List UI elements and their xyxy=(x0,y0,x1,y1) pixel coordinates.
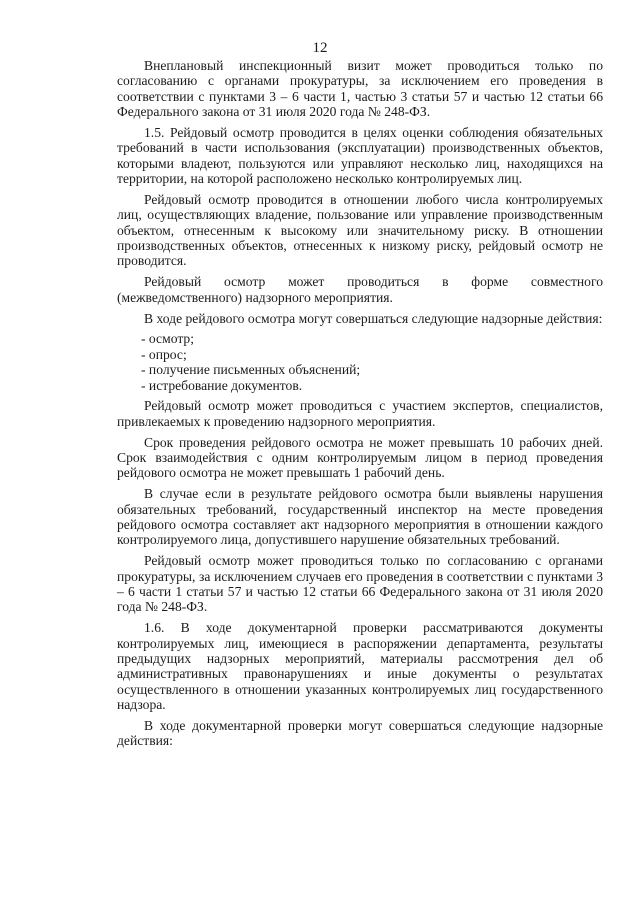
list-item-survey: - опрос; xyxy=(141,346,187,362)
paragraph-joint-inspection: Рейдовый осмотр может проводиться в форме совместного (межведомственного) надзорного мероприятия. xyxy=(117,274,603,305)
paragraph-raid-duration: Срок проведения рейдового осмотра не может превышать 10 рабочих дней. Срок взаимодействия с одним контролируемым лицом в период проведения рейдового осмотра не может превышать 1 рабочий день. xyxy=(117,434,603,481)
document-body xyxy=(117,58,603,754)
paragraph-violations-act: В случае если в результате рейдового осмотра были выявлены нарушения обязательных требований, государственный инспектор на месте проведения рейдового осмотра составляет акт надзорного мероприятия в отношении каждого контролируемого лица, допустившего нарушение обязательных требований. xyxy=(117,486,603,548)
paragraph-experts: Рейдовый осмотр может проводиться с участием экспертов, специалистов, привлекаемых к проведению надзорного мероприятия. xyxy=(117,398,603,429)
list-item-written-explanations: - получение письменных объяснений; xyxy=(141,362,361,378)
paragraph-prosecutor-approval: Рейдовый осмотр может проводиться только по согласованию с органами прокуратуры, за исключением случаев его проведения в соответствии с пунктами 3 – 6 части 1 статьи 57 и частью 12 статьи 66 Федерального закона от 31 июля 2020 года № 248-ФЗ. xyxy=(117,553,603,615)
paragraph-raid-actions-intro: В ходе рейдового осмотра могут совершаться следующие надзорные действия: xyxy=(144,310,603,326)
paragraph-raid-scope: Рейдовый осмотр проводится в отношении любого числа контролируемых лиц, осуществляющих владение, пользование или управление производственным объектом, отнесенным к высокому или значительному риску. В отношении производственных объектов, отнесенных к низкому риску, рейдовый осмотр не проводится. xyxy=(117,191,603,269)
paragraph-1-5-raid-inspection: 1.5. Рейдовый осмотр проводится в целях оценки соблюдения обязательных требований в части использования (эксплуатации) производственных объектов, которыми владеют, пользуются или управляют несколько лиц, находящихся на территории, на которой расположено несколько контролируемых лиц. xyxy=(117,124,603,186)
page-number: 12 xyxy=(312,40,328,56)
list-item-inspection: - осмотр; xyxy=(141,331,194,347)
paragraph-documentary-actions-intro: В ходе документарной проверки могут совершаться следующие надзорные действия: xyxy=(117,717,603,749)
list-item-document-request: - истребование документов. xyxy=(141,377,303,393)
paragraph-unscheduled-visit: Внеплановый инспекционный визит может проводиться только по согласованию с органами прокуратуры, за исключением его проведения в соответствии с пунктами 3 – 6 части 1, частью 3 статьи 57 и частью 12 статьи 66 Федерального закона от 31 июля 2020 года № 248-ФЗ. xyxy=(117,58,603,120)
paragraph-1-6-documentary-check: 1.6. В ходе документарной проверки рассматриваются документы контролируемых лиц, имеющиеся в распоряжении департамента, результаты предыдущих надзорных мероприятий, материалы рассмотрения дел об административных правонарушениях и иные документы о результатах осуществленного в отношении указанных контролируемых лиц государственного надзора. xyxy=(117,620,603,712)
